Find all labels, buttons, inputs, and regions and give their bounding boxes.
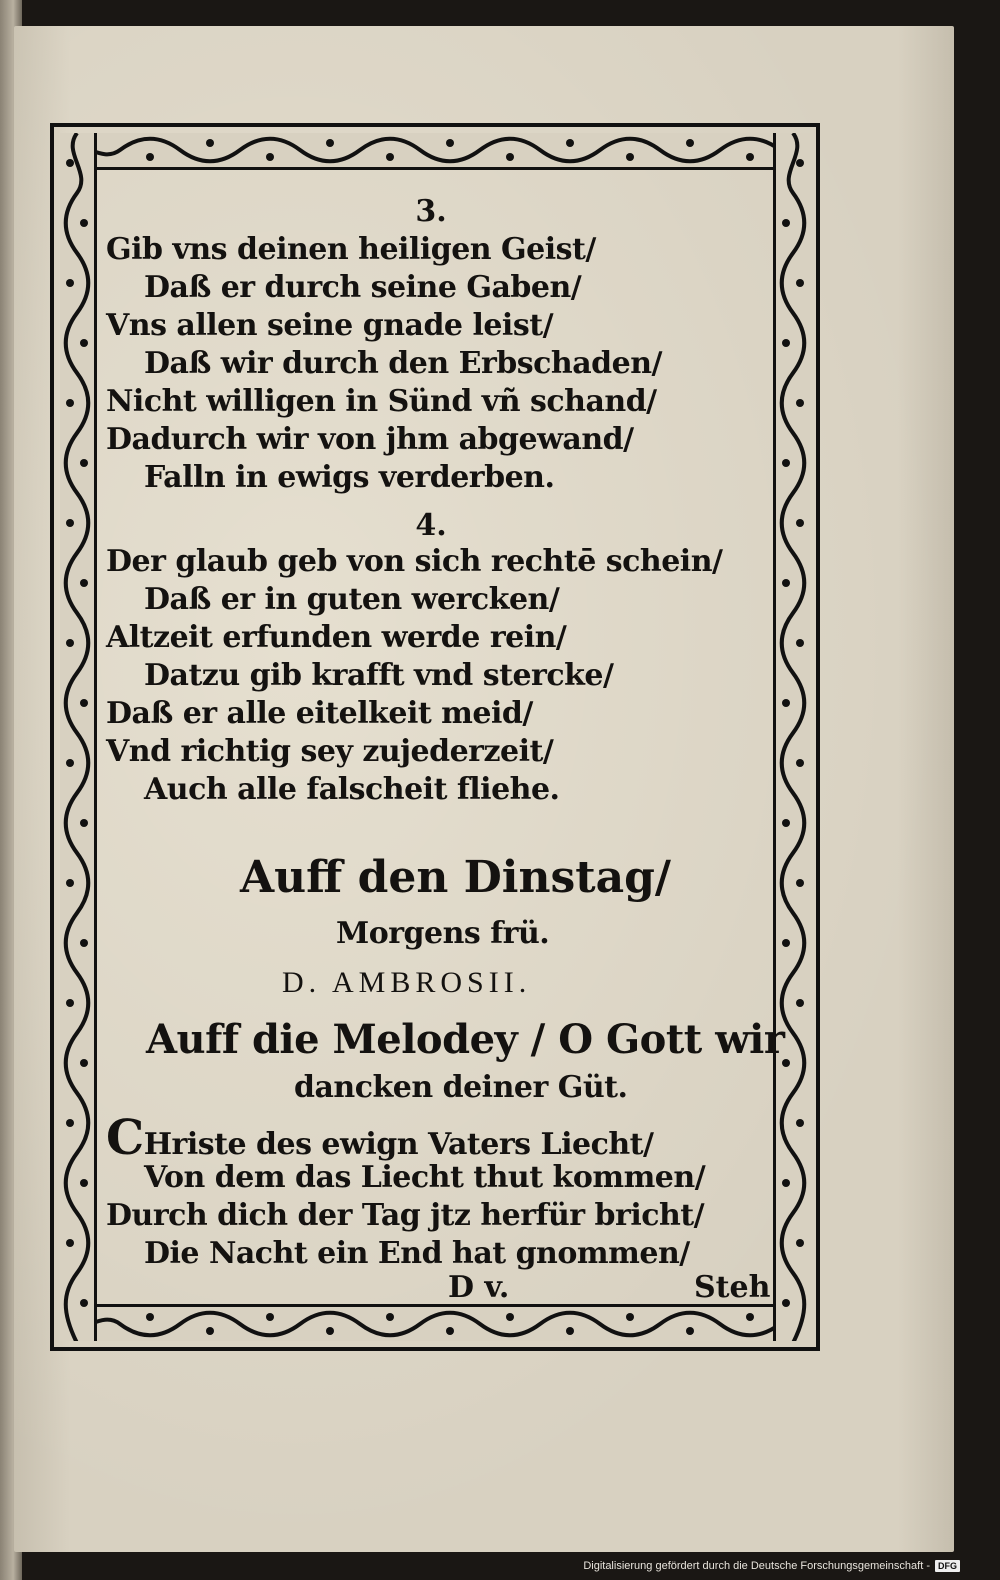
drop-cap: C bbox=[106, 1110, 144, 1166]
credit-text: Digitalisierung gefördert durch die Deutsche Forschungsgemeinschaft - bbox=[583, 1560, 930, 1572]
verse-line: Daß er durch seine Gaben/ bbox=[144, 270, 582, 305]
verse-line: Daß wir durch den Erbschaden/ bbox=[144, 346, 662, 381]
verse-line: Falln in ewigs verderben. bbox=[144, 460, 555, 495]
signature-mark: D v. bbox=[448, 1270, 510, 1305]
verse-line: Der glaub geb von sich rechtē schein/ bbox=[106, 544, 723, 579]
ornament-band-bottom bbox=[60, 1304, 810, 1341]
melody-note-line1: Auff die Melodey / O Gott wir bbox=[146, 1016, 785, 1063]
verse-line: Nicht willigen in Sünd vñ schand/ bbox=[106, 384, 657, 419]
verse-line: Gib vns deinen heiligen Geist/ bbox=[106, 232, 596, 267]
verse-line: Datzu gib krafft vnd stercke/ bbox=[144, 658, 614, 693]
catchword: Steh bbox=[694, 1270, 771, 1305]
verse-line: Vns allen seine gnade leist/ bbox=[106, 308, 554, 343]
hymn-title: Auff den Dinstag/ bbox=[240, 852, 671, 903]
hymn-first-line-rest: Hriste des ewign Vaters Liecht/ bbox=[143, 1127, 654, 1162]
stanza-number: 3. bbox=[415, 194, 447, 229]
book-page bbox=[14, 26, 954, 1552]
stanza-number: 4. bbox=[415, 508, 447, 543]
ornament-band-right bbox=[773, 133, 810, 1341]
verse-line: Auch alle falscheit fliehe. bbox=[144, 772, 560, 807]
ornament-band-left bbox=[60, 133, 97, 1341]
verse-line: Dadurch wir von jhm abgewand/ bbox=[106, 422, 634, 457]
vine-ornament-bottom bbox=[60, 1307, 810, 1341]
verse-line: Vnd richtig sey zujederzeit/ bbox=[106, 734, 554, 769]
ornament-band-top bbox=[60, 133, 810, 170]
hymn-first-line bbox=[106, 1110, 654, 1166]
dfg-logo: DFG bbox=[935, 1560, 960, 1572]
melody-note-line2: dancken deiner Güt. bbox=[294, 1070, 628, 1105]
verse-line: Daß er alle eitelkeit meid/ bbox=[106, 696, 533, 731]
hymn-subtitle: Morgens frü. bbox=[336, 916, 550, 951]
verse-line: Die Nacht ein End hat gnommen/ bbox=[144, 1236, 690, 1271]
hymn-author: D. AMBROSII. bbox=[282, 966, 532, 999]
vine-ornament-left bbox=[60, 133, 94, 1341]
verse-line: Altzeit erfunden werde rein/ bbox=[106, 620, 567, 655]
vine-ornament-right bbox=[776, 133, 810, 1341]
verse-line: Von dem das Liecht thut kommen/ bbox=[144, 1160, 706, 1195]
digitization-credit bbox=[583, 1556, 960, 1576]
verse-line: Daß er in guten wercken/ bbox=[144, 582, 560, 617]
verse-line: Durch dich der Tag jtz herfür bricht/ bbox=[106, 1198, 705, 1233]
vine-ornament-top bbox=[60, 133, 810, 167]
